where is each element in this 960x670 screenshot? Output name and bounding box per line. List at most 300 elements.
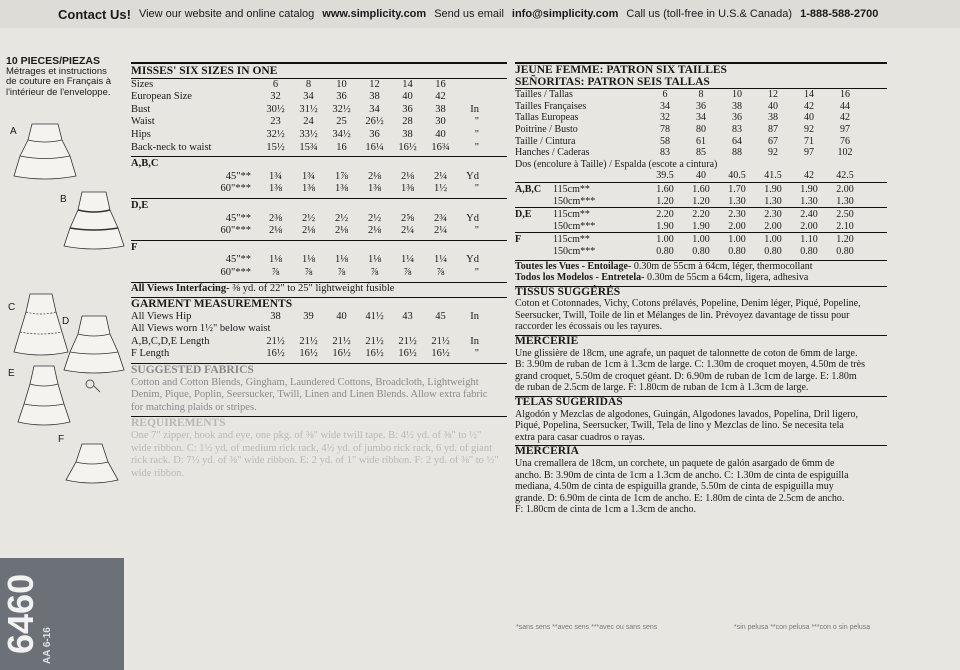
yardage-row bbox=[131, 225, 507, 238]
measure-value: 10 bbox=[336, 78, 347, 90]
metrage-value: 1.60 bbox=[692, 183, 710, 195]
taille-value: 102 bbox=[837, 147, 853, 159]
measure-value: 40 bbox=[402, 91, 413, 103]
yardage-unit: " bbox=[474, 225, 479, 237]
yardage-value: 1⅜ bbox=[334, 183, 349, 195]
garment-value: 21½ bbox=[365, 335, 384, 347]
tissus-title: TISSUS SUGGÉRÉS bbox=[515, 286, 887, 299]
measure-value: 36 bbox=[369, 128, 380, 140]
entretela-text: 0.30m de 55cm a 64cm, ligera, adhesiva bbox=[646, 272, 809, 284]
phone-number: 1-888-588-2700 bbox=[800, 8, 879, 20]
measure-value: 32 bbox=[270, 91, 281, 103]
garment-value: 16½ bbox=[299, 348, 318, 360]
metrage-gap bbox=[611, 246, 647, 258]
metrage-value: 0.80 bbox=[728, 245, 746, 257]
measure-value: 16¾ bbox=[431, 141, 450, 153]
metrage-value: 0.80 bbox=[764, 245, 782, 257]
yardage-value: 1⅛ bbox=[301, 254, 316, 266]
merceria-line: grande. D: 6.90m de cinta de 1cm de ancho. E: 1.80m de cinta de 2.5cm de ancho. bbox=[515, 492, 845, 504]
telas-text bbox=[515, 409, 887, 444]
telas-line: Algodón y Mezclas de algodones, Guingán, Algodones lavados, Popelina, Dril ligero, bbox=[515, 408, 858, 420]
yardage-value: 2⅛ bbox=[367, 225, 382, 237]
measure-label: European Size bbox=[131, 91, 192, 103]
measure-label: Hips bbox=[131, 128, 151, 140]
metrage-value: 1.90 bbox=[800, 183, 818, 195]
yardage-value: 2½ bbox=[367, 212, 382, 224]
taille-row bbox=[515, 112, 887, 124]
fabric-width-label: 60"*** bbox=[220, 225, 251, 237]
telas-line: Piqué, Popelina, Seersucker, Twill, Tela de lino y Mezclas de lino. Se necesita tela bbox=[515, 420, 844, 432]
email-link[interactable]: info@simplicity.com bbox=[511, 8, 619, 20]
metrage-value: 2.00 bbox=[764, 220, 782, 232]
entretela-label: Todos los Modelos - Entretela- bbox=[515, 272, 645, 284]
yardage-value: 1⅛ bbox=[334, 254, 349, 266]
metrage-value: 1.60 bbox=[656, 183, 674, 195]
taille-value: 14 bbox=[804, 89, 814, 101]
taille-label: Tailles Françaises bbox=[515, 100, 587, 112]
metrage-value: 1.00 bbox=[656, 234, 674, 246]
views-column bbox=[0, 56, 130, 664]
yardage-value: 1⅜ bbox=[268, 183, 283, 195]
taille-value: 42 bbox=[840, 112, 850, 124]
interfacing-label: All Views Interfacing- bbox=[131, 282, 230, 294]
yardage-unit: Yd bbox=[466, 254, 479, 266]
metrage-width-label: 150cm*** bbox=[553, 220, 596, 232]
entretela-line bbox=[515, 272, 887, 284]
footnote-spanish: *sin pelusa **con pelusa ***con o sin pelusa bbox=[734, 624, 871, 631]
taille-value: 83 bbox=[660, 147, 670, 159]
skirt-a-icon bbox=[10, 120, 80, 182]
taille-row bbox=[515, 89, 887, 101]
tissus-line: Coton et Cotonnades, Vichy, Cotons prélavés, Popeline, Denim léger, Piqué, Popeline, bbox=[515, 298, 861, 310]
garment-value: 45 bbox=[435, 310, 446, 322]
measure-value: 15½ bbox=[266, 141, 285, 153]
yardage-unit: " bbox=[474, 183, 479, 195]
measure-value: 31½ bbox=[299, 103, 318, 115]
garment-label: All Views worn 1½" below waist bbox=[131, 323, 271, 335]
pattern-number-box bbox=[0, 558, 124, 670]
taille-label: Tailles / Tallas bbox=[515, 89, 573, 101]
measure-value: 26½ bbox=[365, 116, 384, 128]
contact-bar bbox=[0, 0, 960, 28]
pieces-count: 10 PIECES/PIEZAS bbox=[6, 55, 100, 67]
french-note-3: l'intérieur de l'enveloppe. bbox=[6, 86, 111, 98]
measure-unit: " bbox=[474, 128, 479, 140]
metrage-gap bbox=[611, 221, 647, 233]
metrage-value: 1.20 bbox=[656, 195, 674, 207]
garment-value: 21½ bbox=[299, 335, 318, 347]
skirt-e-icon bbox=[14, 362, 74, 428]
view-letter-c: C bbox=[8, 302, 16, 313]
measure-value: 30 bbox=[435, 116, 446, 128]
metrage-value: 0.80 bbox=[656, 245, 674, 257]
measure-value: 33½ bbox=[299, 128, 318, 140]
taille-value: 6 bbox=[662, 89, 668, 101]
yardage-view-label: F bbox=[131, 240, 507, 255]
yardage-value: 2⅛ bbox=[301, 225, 316, 237]
measure-value: 34 bbox=[369, 103, 380, 115]
garment-label: All Views Hip bbox=[131, 310, 192, 322]
website-link[interactable]: www.simplicity.com bbox=[322, 8, 427, 20]
measure-row bbox=[131, 129, 507, 142]
garment-value: 38 bbox=[270, 310, 281, 322]
metrage-value: 2.50 bbox=[836, 209, 854, 221]
garment-row bbox=[131, 348, 507, 361]
taille-value: 58 bbox=[660, 135, 670, 147]
fabric-width-label: 45"** bbox=[225, 170, 251, 182]
metrage-view-label: D,E bbox=[515, 209, 532, 221]
taille-value: 32 bbox=[660, 112, 670, 124]
metrage-value: 2.30 bbox=[728, 209, 746, 221]
merceria-text bbox=[515, 458, 887, 516]
measure-value: 34 bbox=[303, 91, 314, 103]
measure-value: 28 bbox=[402, 116, 413, 128]
yardage-unit: " bbox=[474, 266, 479, 278]
yardage-value: ⅞ bbox=[271, 266, 280, 278]
email-label: Send us email bbox=[434, 8, 504, 20]
merceria-title: MERCERIA bbox=[515, 445, 887, 458]
yardage-value: 2⅛ bbox=[400, 170, 415, 182]
yardage-row bbox=[131, 213, 507, 226]
taille-value: 71 bbox=[804, 135, 814, 147]
requirements-line: wide ribbon. C: 1½ yd. of medium rick rack, 4½ yd. of jumbo rick rack, 6 yd. of giant bbox=[131, 442, 493, 454]
measure-label: Bust bbox=[131, 103, 151, 115]
garment-label: A,B,C,D,E Length bbox=[131, 335, 210, 347]
measure-unit bbox=[457, 91, 479, 104]
misses-panel bbox=[131, 62, 507, 480]
garment-value: 16½ bbox=[332, 348, 351, 360]
yardage-value: 1⅞ bbox=[334, 170, 349, 182]
garment-value: 16½ bbox=[266, 348, 285, 360]
measure-value: 38 bbox=[435, 103, 446, 115]
taille-value: 76 bbox=[840, 135, 850, 147]
fabric-width-label: 60"*** bbox=[220, 266, 251, 278]
skirt-f-icon bbox=[62, 440, 122, 486]
view-letter-e: E bbox=[8, 368, 15, 379]
metrage-value: 1.90 bbox=[692, 220, 710, 232]
size-range-label: AA 6-16 bbox=[42, 627, 53, 664]
measure-value: 38 bbox=[402, 128, 413, 140]
measure-unit: " bbox=[474, 116, 479, 128]
metrage-value: 1.30 bbox=[800, 195, 818, 207]
dos-value: 40.5 bbox=[728, 170, 746, 182]
requirements-title: REQUIREMENTS bbox=[131, 416, 507, 430]
measure-value: 40 bbox=[435, 128, 446, 140]
yardage-value: 2⅛ bbox=[367, 170, 382, 182]
garment-value: 21½ bbox=[266, 335, 285, 347]
taille-value: 34 bbox=[660, 100, 670, 112]
visit-text: View our website and online catalog bbox=[138, 8, 315, 20]
yardage-row bbox=[131, 254, 507, 267]
taille-value: 67 bbox=[768, 135, 778, 147]
yardage-value: 2¼ bbox=[433, 225, 448, 237]
yardage-view-label: A,B,C bbox=[131, 156, 507, 171]
pieces-info bbox=[6, 56, 111, 98]
yardage-row bbox=[131, 183, 507, 196]
metrage-value: 2.30 bbox=[764, 209, 782, 221]
dos-value: 41.5 bbox=[764, 170, 782, 182]
measure-unit: " bbox=[474, 141, 479, 153]
taille-value: 44 bbox=[840, 100, 850, 112]
garment-value: 41½ bbox=[365, 310, 384, 322]
telas-title: TELAS SUGERIDAS bbox=[515, 396, 887, 409]
measure-value: 42 bbox=[435, 91, 446, 103]
taille-row bbox=[515, 147, 887, 159]
yardage-unit: Yd bbox=[466, 170, 479, 182]
yardage-value: 2⅝ bbox=[400, 212, 415, 224]
body-measurements-table bbox=[131, 79, 507, 155]
metrage-value: 2.10 bbox=[836, 220, 854, 232]
taille-label: Tallas Europeas bbox=[515, 112, 579, 124]
metrage-spacer bbox=[515, 221, 553, 233]
garment-measurements-title: GARMENT MEASUREMENTS bbox=[131, 297, 507, 311]
merceria-line: mediana, 4.50m de cinta de espiguilla grande, 5.50m de cinta de espiguilla muy bbox=[515, 481, 834, 493]
measure-value: 6 bbox=[272, 78, 279, 90]
garment-value: 16½ bbox=[398, 348, 417, 360]
garment-value: 43 bbox=[402, 310, 413, 322]
garment-value: 16½ bbox=[365, 348, 384, 360]
dos-label: Dos (encolure à Taille) / Espalda (escote a cintura) bbox=[515, 158, 718, 170]
yardage-table bbox=[131, 156, 507, 279]
metrage-value: 2.00 bbox=[800, 220, 818, 232]
yardage-row bbox=[131, 267, 507, 280]
fabrics-line: Cotton and Cotton Blends, Gingham, Laundered Cottons, Broadcloth, Lightweight bbox=[131, 376, 479, 388]
merceria-line: F: 1.80cm de cinta de 1cm a 1.3cm de ancho. bbox=[515, 504, 697, 516]
metrage-row bbox=[515, 232, 887, 246]
fabric-width-label: 60"*** bbox=[220, 183, 251, 195]
measure-label: Waist bbox=[131, 116, 155, 128]
yardage-value: 1⅜ bbox=[400, 183, 415, 195]
taille-value: 61 bbox=[696, 135, 706, 147]
measure-value: 14 bbox=[402, 78, 413, 90]
jeune-femme-panel bbox=[515, 62, 887, 516]
measure-row bbox=[131, 91, 507, 104]
yardage-value: 1¼ bbox=[433, 254, 448, 266]
metrage-value: 2.40 bbox=[800, 209, 818, 221]
requirements-line: wide ribbon. bbox=[131, 467, 185, 479]
taille-row bbox=[515, 101, 887, 113]
yardage-unit: Yd bbox=[466, 212, 479, 224]
misses-title: MISSES' SIX SIZES IN ONE bbox=[131, 62, 507, 79]
taille-row bbox=[515, 124, 887, 136]
metrage-value: 1.90 bbox=[764, 183, 782, 195]
metrage-view-label: A,B,C bbox=[515, 183, 542, 195]
metrage-value: 1.70 bbox=[728, 183, 746, 195]
tissus-line: Seersucker, Twill, Toile de lin et Mélanges de lin. Prévoyez davantage de tissu pour bbox=[515, 309, 850, 321]
fabrics-line: Denim, Pique, Poplin, Seersucker, Twill, Linen and Linen Blends. Allow extra fabric bbox=[131, 389, 488, 401]
yardage-value: 1¼ bbox=[400, 254, 415, 266]
measure-row bbox=[131, 142, 507, 155]
measure-value: 24 bbox=[303, 116, 314, 128]
measure-value: 16 bbox=[336, 141, 347, 153]
garment-value: 21½ bbox=[431, 335, 450, 347]
requirements-line: One 7" zipper, hook and eye, one pkg. of ⅜" wide twill tape. B: 4½ yd. of ⅜" to ½" bbox=[131, 430, 482, 442]
measure-value: 8 bbox=[305, 78, 312, 90]
yardage-view-label: D,E bbox=[131, 198, 507, 213]
dos-value: 42 bbox=[804, 170, 814, 182]
measure-value: 16 bbox=[435, 78, 446, 90]
yardage-value: 2¼ bbox=[400, 225, 415, 237]
dos-value: 40 bbox=[696, 170, 706, 182]
metrage-value: 2.20 bbox=[692, 209, 710, 221]
fabric-width-label: 45"** bbox=[225, 254, 251, 266]
garment-unit: In bbox=[470, 310, 479, 322]
taille-value: 8 bbox=[698, 89, 704, 101]
interfacing-line bbox=[131, 282, 507, 296]
taille-value: 88 bbox=[732, 147, 742, 159]
metrage-value: 0.80 bbox=[692, 245, 710, 257]
taille-row bbox=[515, 136, 887, 148]
measure-value: 38 bbox=[369, 91, 380, 103]
telas-line: extra para casar cuadros o rayas. bbox=[515, 431, 645, 443]
yardage-value: 1⅜ bbox=[301, 183, 316, 195]
mercerie-line: de ruban de 2.5cm de large. F: 1.80cm de ruban de 1cm à 1.3cm de large. bbox=[515, 382, 809, 394]
entoilage-label: Toutes les Vues - Entoilage- bbox=[515, 260, 632, 272]
pattern-number: 6460 bbox=[0, 573, 41, 655]
measure-label: Back-neck to waist bbox=[131, 141, 212, 153]
metrage-width-label: 115cm** bbox=[553, 234, 590, 246]
yardage-value: 2⅛ bbox=[334, 225, 349, 237]
footnote-french: *sans sens **avec sens ***avec ou sans sens bbox=[516, 624, 658, 631]
yardage-row bbox=[131, 171, 507, 184]
interfacing-text: ⅜ yd. of 22" to 25" lightweight fusible bbox=[232, 282, 395, 294]
taille-value: 83 bbox=[732, 123, 742, 135]
taille-value: 92 bbox=[768, 147, 778, 159]
metrage-value: 1.00 bbox=[728, 234, 746, 246]
metrage-value: 1.00 bbox=[692, 234, 710, 246]
metrage-value: 2.00 bbox=[728, 220, 746, 232]
dos-values bbox=[515, 170, 887, 182]
measure-value: 36 bbox=[402, 103, 413, 115]
metrage-gap bbox=[611, 234, 647, 246]
measure-value: 12 bbox=[369, 78, 380, 90]
metrage-width-label: 150cm*** bbox=[553, 195, 596, 207]
suggested-fabrics-text bbox=[131, 377, 507, 415]
metrage-value: 1.30 bbox=[764, 195, 782, 207]
metrage-value: 1.10 bbox=[800, 234, 818, 246]
metrage-row bbox=[515, 246, 887, 258]
measure-row bbox=[131, 79, 507, 92]
garment-value: 21½ bbox=[332, 335, 351, 347]
garment-value: 39 bbox=[303, 310, 314, 322]
metrage-row bbox=[515, 221, 887, 233]
garment-unit: " bbox=[474, 348, 479, 360]
yardage-value: 1⅜ bbox=[367, 183, 382, 195]
jeune-title-2: SEÑORITAS: PATRON SEIS TALLAS bbox=[515, 77, 887, 90]
metrage-spacer bbox=[515, 196, 553, 208]
measure-label: Sizes bbox=[131, 78, 154, 90]
garment-measurements-table bbox=[131, 311, 507, 361]
measure-value: 25 bbox=[336, 116, 347, 128]
taille-value: 42 bbox=[804, 100, 814, 112]
call-text: Call us (toll-free in U.S.& Canada) bbox=[626, 8, 793, 20]
requirements-line: rick rack. D: 7½ yd. of ⅜" wide ribbon. E: 2 yd. of 1" wide ribbon. F: 2 yd. of ⅜" to ½" bbox=[131, 455, 499, 467]
mercerie-line: B: 3.90m de ruban de 1cm à 1.3cm de large. C: 1.30m de croquet moyen, 4.50m de très bbox=[515, 359, 866, 371]
metrage-value: 1.90 bbox=[656, 220, 674, 232]
yardage-value: 1½ bbox=[433, 183, 448, 195]
taille-value: 78 bbox=[660, 123, 670, 135]
yardage-value: ⅞ bbox=[337, 266, 346, 278]
taille-value: 40 bbox=[768, 100, 778, 112]
taille-label: Poitrine / Busto bbox=[515, 123, 578, 135]
dos-value: 39.5 bbox=[656, 170, 674, 182]
mercerie-title: MERCERIE bbox=[515, 335, 887, 348]
metrage-row bbox=[515, 182, 887, 196]
taille-value: 38 bbox=[732, 100, 742, 112]
metrage-value: 0.80 bbox=[836, 245, 854, 257]
metrage-value: 2.20 bbox=[656, 209, 674, 221]
garment-row bbox=[131, 323, 507, 336]
entoilage-text: 0.30m de 55cm à 64cm, léger, thermocollant bbox=[633, 260, 813, 272]
yardage-value: 2¾ bbox=[433, 212, 448, 224]
view-letter-f: F bbox=[58, 434, 65, 445]
yardage-value: ⅞ bbox=[370, 266, 379, 278]
view-letter-b: B bbox=[60, 194, 67, 205]
french-note-2: de couture en Français à bbox=[6, 76, 112, 87]
taille-value: 36 bbox=[696, 100, 706, 112]
merceria-line: Una cremallera de 18cm, un corchete, un paquete de galón asargado de 6mm de bbox=[515, 458, 835, 469]
metrage-row bbox=[515, 196, 887, 208]
metrage-gap bbox=[611, 184, 647, 196]
measure-value: 23 bbox=[270, 116, 281, 128]
taille-value: 36 bbox=[732, 112, 742, 124]
measure-unit bbox=[457, 79, 479, 92]
taille-value: 16 bbox=[840, 89, 850, 101]
jeune-title-1: JEUNE FEMME: PATRON SIX TAILLES bbox=[515, 62, 887, 77]
metrage-gap bbox=[611, 209, 647, 221]
taille-value: 12 bbox=[768, 89, 778, 101]
measure-unit: In bbox=[470, 103, 479, 115]
dos-value: 42.5 bbox=[836, 170, 854, 182]
metrage-value: 0.80 bbox=[800, 245, 818, 257]
metrage-value: 1.30 bbox=[728, 195, 746, 207]
yardage-value: 1¾ bbox=[301, 170, 316, 182]
skirt-b-icon bbox=[60, 188, 128, 252]
yardage-value: 2¼ bbox=[433, 170, 448, 182]
metrage-width-label: 150cm*** bbox=[553, 245, 596, 257]
taille-value: 40 bbox=[804, 112, 814, 124]
french-note-1: Métrages et instructions bbox=[6, 65, 107, 77]
measure-row bbox=[131, 104, 507, 117]
measure-value: 36 bbox=[336, 91, 347, 103]
garment-row bbox=[131, 336, 507, 349]
garment-label: F Length bbox=[131, 348, 170, 360]
taille-value: 10 bbox=[732, 89, 742, 101]
dos-spacer bbox=[515, 170, 647, 182]
metrage-width-label: 115cm** bbox=[553, 209, 590, 221]
metrage-value: 1.30 bbox=[836, 195, 854, 207]
yardage-value: 2½ bbox=[334, 212, 349, 224]
yardage-value: 1⅛ bbox=[367, 254, 382, 266]
entoilage-line bbox=[515, 260, 887, 273]
garment-value: 16½ bbox=[431, 348, 450, 360]
yardage-value: 1¾ bbox=[268, 170, 283, 182]
yardage-value: ⅞ bbox=[436, 266, 445, 278]
taille-value: 38 bbox=[768, 112, 778, 124]
hook-eye-icon bbox=[82, 376, 104, 398]
metrage-gap bbox=[611, 196, 647, 208]
yardage-value: ⅞ bbox=[304, 266, 313, 278]
taille-value: 34 bbox=[696, 112, 706, 124]
taille-label: Taille / Cintura bbox=[515, 135, 576, 147]
metrage-table bbox=[515, 182, 887, 258]
taille-value: 80 bbox=[696, 123, 706, 135]
garment-value: 21½ bbox=[398, 335, 417, 347]
requirements-text bbox=[131, 430, 507, 480]
measure-value: 15¾ bbox=[299, 141, 318, 153]
measure-value: 34½ bbox=[332, 128, 351, 140]
fabric-width-label: 45"** bbox=[225, 212, 251, 224]
